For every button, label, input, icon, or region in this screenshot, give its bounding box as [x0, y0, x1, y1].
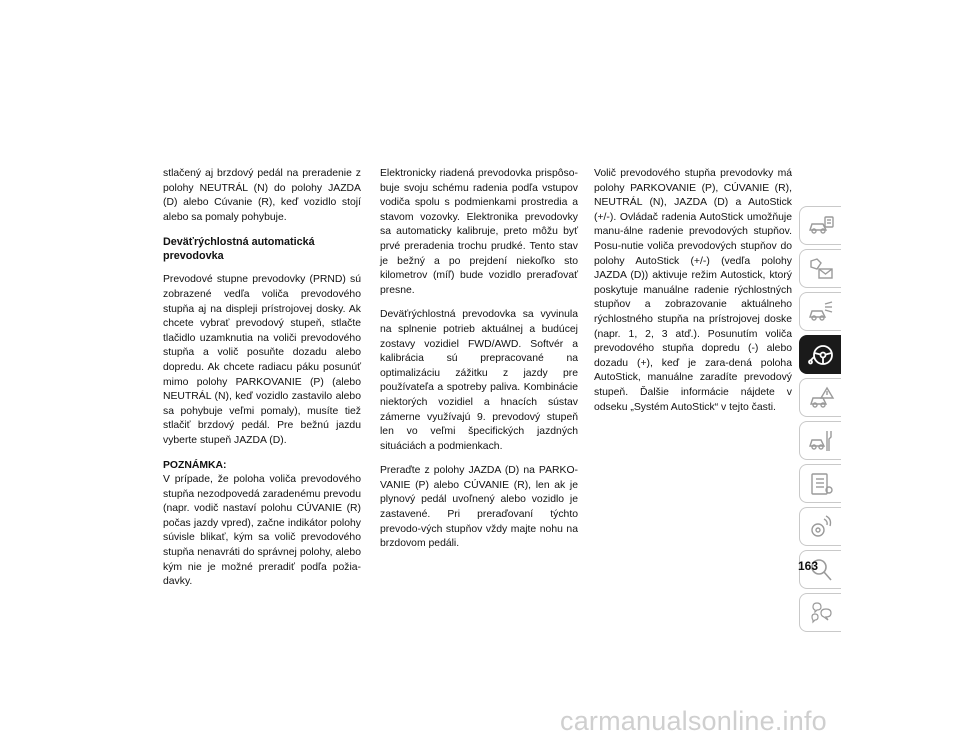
tab-starting-operating[interactable]	[799, 335, 841, 374]
note	[163, 459, 361, 590]
tab-languages[interactable]	[799, 593, 841, 632]
tab-maintenance-schedule[interactable]	[799, 464, 841, 503]
note-label: POZNÁMKA:	[163, 459, 227, 471]
text-column-1	[163, 167, 361, 600]
car-service-tools-icon	[807, 427, 835, 455]
steering-wheel-key-icon	[807, 341, 835, 369]
paragraph: stlačený aj brzdový pedál na preradenie z polohy NEUTRÁL (N) do polohy JAZDA (D) alebo Cúvanie (R), keď vozidlo stojí alebo sa pomaly pohybuje.	[163, 168, 361, 223]
text-column-2	[380, 167, 578, 562]
languages-icon	[807, 599, 835, 627]
paragraph: Prevodové stupne prevodovky (PRND) sú zobrazené vedľa voliča prevodového stupňa aj na displeji prístrojovej dosky. Ak chcete vybrať prevodový stupeň, stlačte tlačidlo uzamknutia na voliči prevodového stupňa a volič posuňte dozadu alebo dopredu. Ak chcete radiacu páku posunúť mimo polohy PARKOVANIE (P) (alebo NEUTRÁL (N), keď vozidlo zastavilo alebo sa pohybuje veľmi pomaly), musíte tiež stlačiť brzdový pedál. Pre bežnú jazdu vyberte stupeň JAZDA (D).	[163, 274, 361, 446]
paragraph: Elektronicky riadená prevodovka prispôso-buje svoju schému radenia podľa vstupov vodiča spolu s podmienkami prostredia a stavom vozovky. Elektronika prevodovky sa automaticky kalibruje, preto môžu byť prvé preradenia trochu prudké. Tento stav je bežný a po prejdení niekoľko sto kilometrov (míľ) bude vozidlo preraďovať presne.	[380, 168, 578, 296]
tab-car-info[interactable]	[799, 206, 841, 245]
tab-safety[interactable]	[799, 249, 841, 288]
tab-servicing[interactable]	[799, 421, 841, 460]
tab-emergency[interactable]	[799, 378, 841, 417]
section-heading: Deväťrýchlostná automatická prevodovka	[163, 236, 315, 263]
text-column-3	[594, 167, 792, 425]
safety-envelope-icon	[807, 255, 835, 283]
page-number: 163	[798, 559, 819, 573]
tab-lights[interactable]	[799, 292, 841, 331]
car-warning-icon	[807, 384, 835, 412]
paragraph: Volič prevodového stupňa prevodovky má polohy PARKOVANIE (P), CÚVANIE (R), NEUTRÁL (N), JAZDA (D) a AutoStick (+/-). Ovládač radenia AutoStick umožňuje manu-álne radenie prevodových stupňov. Posu-nutie voliča prevodových stupňov do polohy AutoStick (+/-) (vedľa polohy JAZDA (D)) aktivuje režim Autostick, ktorý poskytuje manuálne radenie rýchlostných stupňov a zobrazovanie aktuálneho rýchlostného stupňa na prístrojovej doske (napr. 1, 2, 3 atď.). Posunutím voliča prevodového stupňa dopredu (-) alebo dozadu (+), keď je zara-dená poloha AutoStick, manuálne zaradíte prevodový stupeň. Ďalšie informácie nájdete v odseku „Systém AutoStick“ v tejto časti.	[594, 168, 792, 413]
maintenance-checklist-icon	[807, 470, 835, 498]
paragraph: Preraďte z polohy JAZDA (D) na PARKO-VANIE (P) alebo CÚVANIE (R), len ak je plynový pedál uvoľnený alebo vozidlo je zastavené. Pri preraďovaní týchto prevodo-vých stupňov vždy majte nohu na brzdovom pedáli.	[380, 465, 578, 550]
car-lights-icon	[807, 298, 835, 326]
multimedia-icon	[807, 513, 835, 541]
watermark: carmanualsonline.info	[560, 706, 827, 736]
tab-multimedia[interactable]	[799, 507, 841, 546]
note-text: V prípade, že poloha voliča prevodového stupňa nezodpovedá zaradenému prevodu (napr. vodič nastaví polohu CÚVANIE (R) počas jazdy vpred), začne indikátor polohy súvisle blikať, kým sa volič prevodového stupňa nenavráti do správnej polohy, alebo kým nie je možné preradiť podľa požia-davky.	[163, 474, 361, 588]
car-info-icon	[807, 212, 835, 240]
paragraph: Deväťrýchlostná prevodovka sa vyvinula na splnenie potrieb aktuálnej a budúcej zostavy vozidiel FWD/AWD. Softvér a kalibrácia sú prepracované na optimalizáciu zážitku z jazdy pre používateľa a spotreby paliva. Kombinácie niektorých vozidiel a hnacích sústav zámerne využívajú 9. prevodový stupeň len vo veľmi špecifických jazdných situáciách a podmienkach.	[380, 309, 578, 452]
